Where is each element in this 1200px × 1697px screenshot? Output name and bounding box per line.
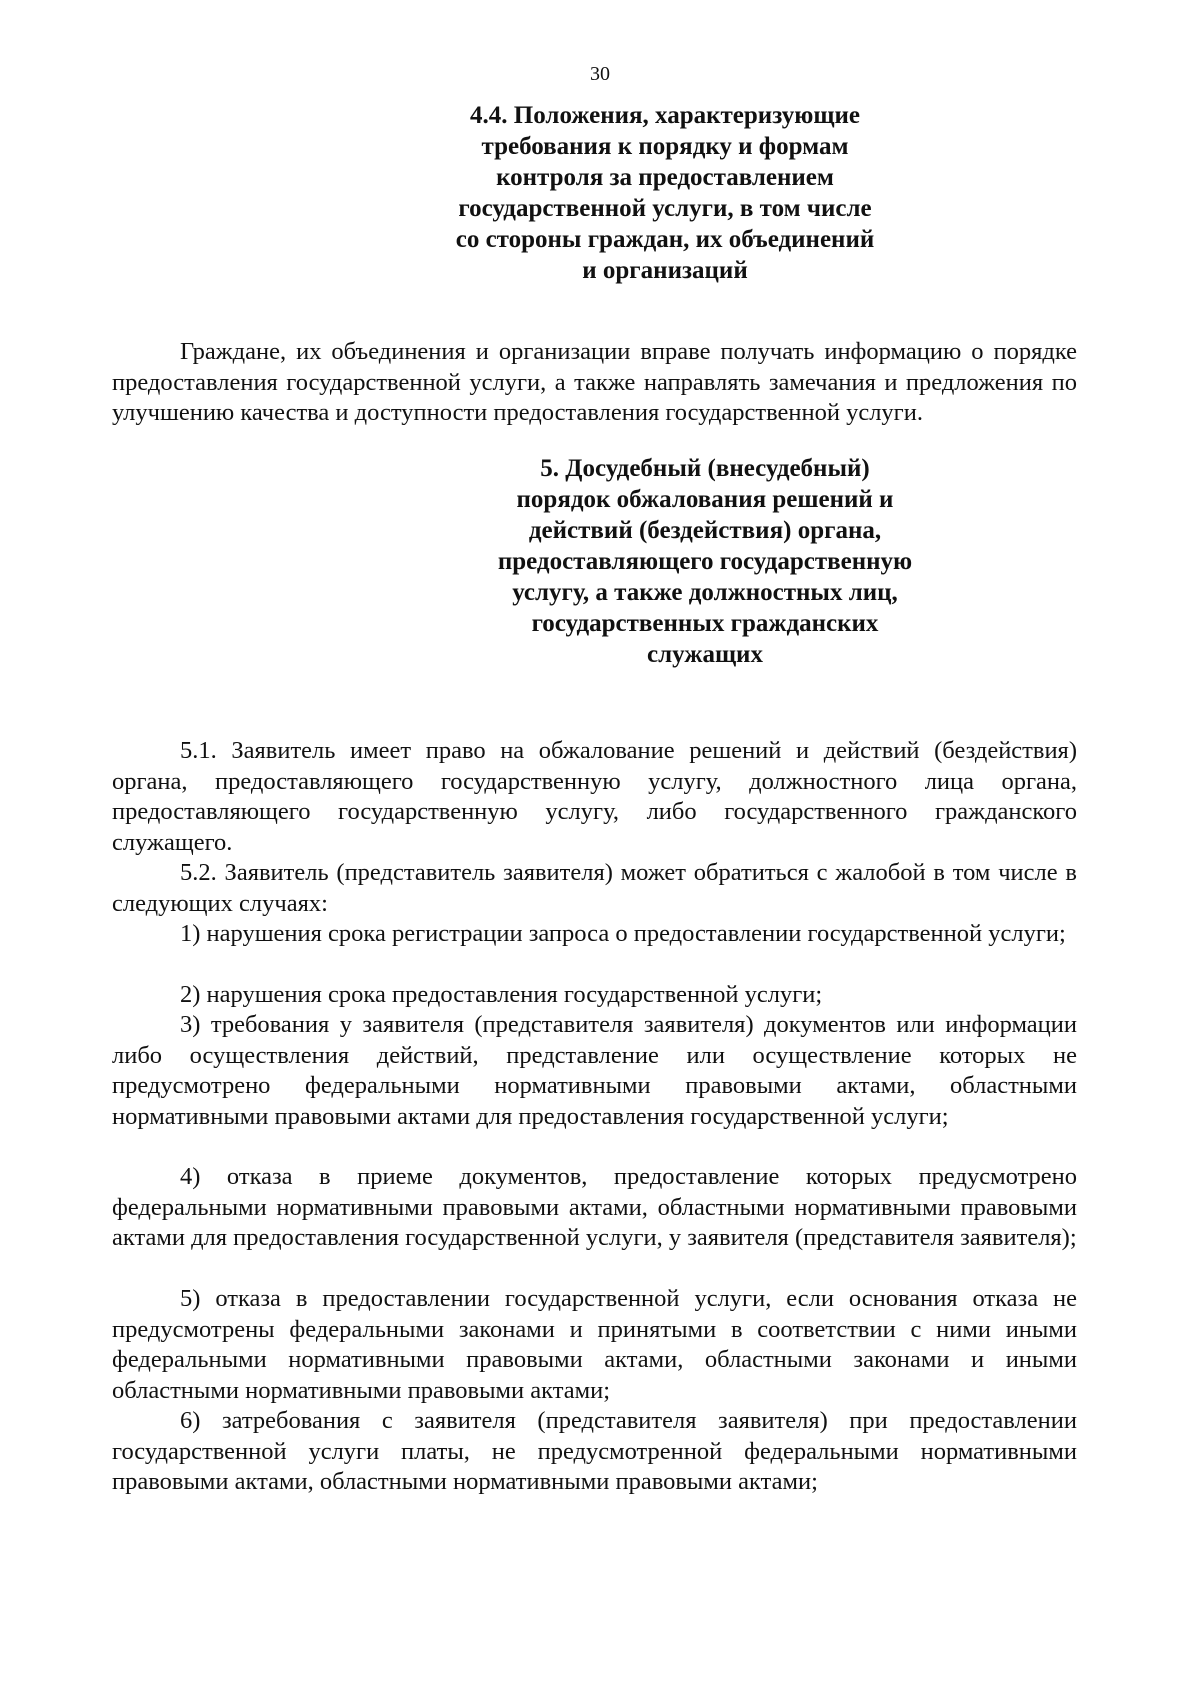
heading-line: 5. Досудебный (внесудебный) (540, 455, 870, 482)
heading-line: порядок обжалования решений и (516, 486, 894, 513)
heading-line: со стороны граждан, их объединений (455, 226, 875, 253)
heading-line: контроля за предоставлением (496, 164, 834, 191)
heading-line: служащих (647, 641, 763, 668)
list-item-text: 4) отказа в приеме документов, предоставление которых предусмотрено федеральными нормативными правовыми актами, областными нормативными правовыми актами для предоставления государственной услуги, у заявителя (представителя заявителя); (112, 1163, 1077, 1251)
list-item (112, 1406, 1077, 1498)
paragraph-text: 5.1. Заявитель имеет право на обжалование решений и действий (бездействия) органа, предоставляющего государственную услугу, должностного лица органа, предоставляющего государственную услугу, либо государственного гражданского служащего. (112, 737, 1077, 856)
clause-5-1-paragraph (112, 736, 1077, 858)
paragraph-text: 5.2. Заявитель (представитель заявителя) может обратиться с жалобой в том числе в следующих случаях: (112, 859, 1077, 917)
heading-line: и организаций (582, 257, 748, 284)
section-4-4-heading (0, 100, 1200, 286)
page-number: 30 (590, 63, 610, 85)
list-item (112, 1284, 1077, 1406)
list-item-text: 6) затребования с заявителя (представителя заявителя) при предоставлении государственной услуги платы, не предусмотренной федеральными нормативными правовыми актами, областными нормативными правовыми актами; (112, 1407, 1077, 1495)
heading-line: государственных гражданских (531, 610, 879, 637)
clause-5-2-paragraph (112, 858, 1077, 919)
list-item (112, 1010, 1077, 1132)
list-item-text: 2) нарушения срока предоставления государственной услуги; (180, 981, 823, 1008)
citizens-rights-paragraph (112, 337, 1077, 429)
heading-line: действий (бездействия) органа, (528, 517, 882, 544)
heading-line: предоставляющего государственную (497, 548, 913, 575)
list-item-text: 5) отказа в предоставлении государственной услуги, если основания отказа не предусмотрены федеральными законами и принятыми в соответствии с ними иными федеральными нормативными правовыми актами, областными законами и иными областными нормативными правовыми актами; (112, 1285, 1077, 1404)
list-item-text: 1) нарушения срока регистрации запроса о предоставлении государственной услуги; (180, 920, 1066, 947)
list-item (112, 1162, 1077, 1254)
list-item-text: 3) требования у заявителя (представителя заявителя) документов или информации либо осуществления действий, представление или осуществление которых не предусмотрено федеральными нормативными правовыми актами, областными нормативными правовыми актами для предоставления государственной услуги; (112, 1011, 1077, 1130)
paragraph-text: Граждане, их объединения и организации вправе получать информацию о порядке предоставления государственной услуги, а также направлять замечания и предложения по улучшению качества и доступности предоставления государственной услуги. (112, 338, 1077, 426)
heading-line: требования к порядку и формам (481, 133, 849, 160)
section-5-heading (0, 453, 1200, 670)
list-item (112, 980, 1077, 1011)
heading-line: 4.4. Положения, характеризующие (470, 102, 860, 129)
heading-line: услугу, а также должностных лиц, (512, 579, 898, 606)
heading-line: государственной услуги, в том числе (458, 195, 872, 222)
list-item (112, 919, 1077, 950)
